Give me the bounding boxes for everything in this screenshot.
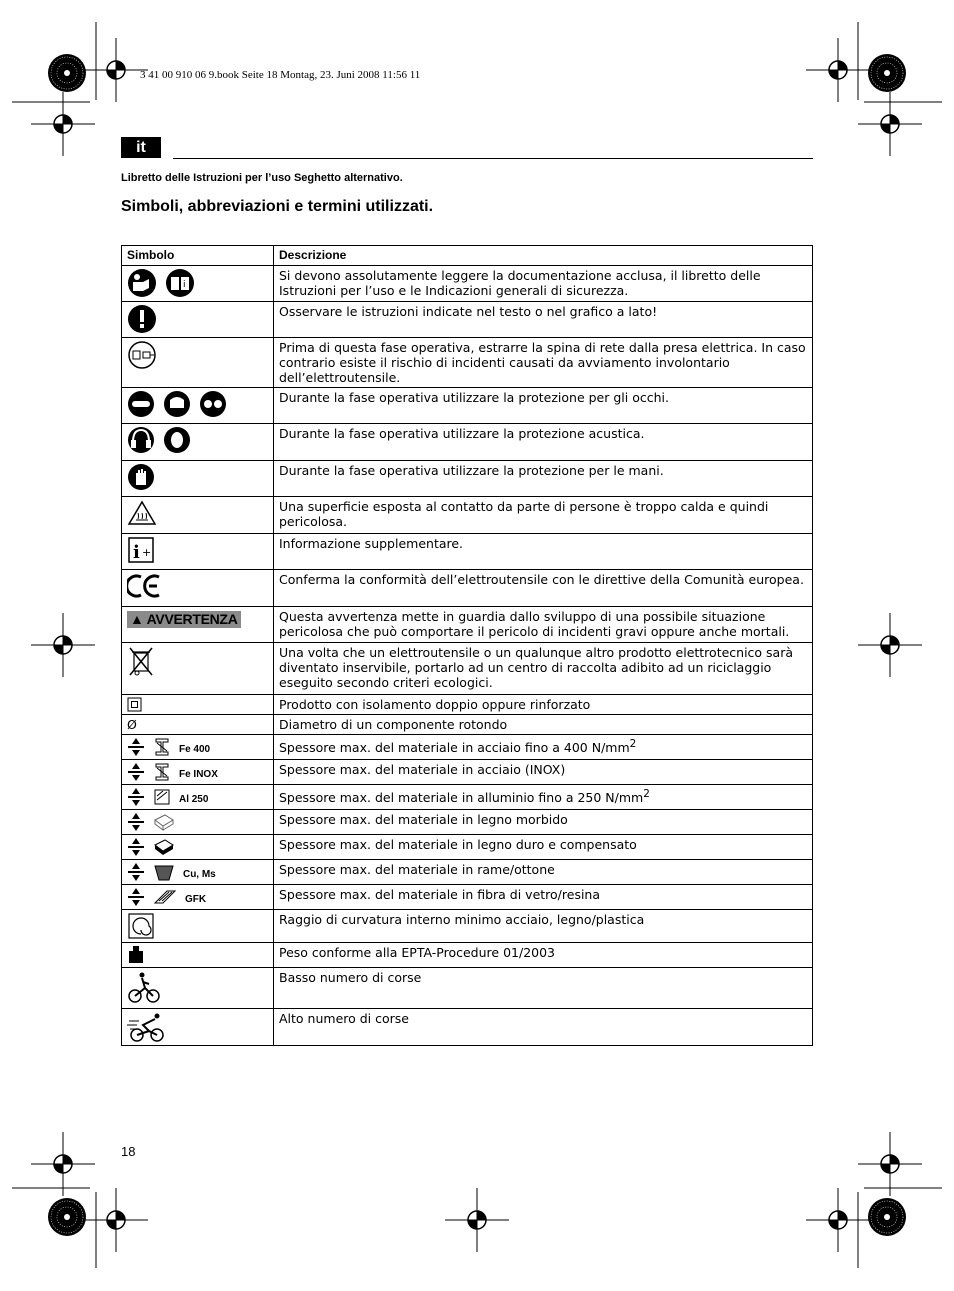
header-description: Descrizione (274, 246, 813, 266)
ce-mark-icon (127, 572, 163, 600)
safety-glasses-icon (199, 390, 227, 418)
steel-profile-icon (153, 762, 171, 782)
description-cell: Informazione supplementare. (274, 534, 813, 570)
table-row (122, 835, 813, 860)
thickness-icon (127, 887, 145, 907)
table-row (122, 338, 813, 388)
table-row (122, 643, 813, 695)
table-row (122, 388, 813, 424)
description-cell: Durante la fase operativa utilizzare la protezione per gli occhi. (274, 388, 813, 424)
material-label: GFK (184, 894, 207, 905)
print-header: 3 41 00 910 06 9.book Seite 18 Montag, 23. Juni 2008 11:56 11 (140, 69, 421, 81)
thickness-icon (127, 787, 145, 807)
table-row (122, 968, 813, 1009)
header-rule (173, 158, 813, 159)
material-label: Fe 400 (178, 744, 211, 755)
description-cell: Spessore max. del materiale in acciaio fino a 400 $N/mm^2$ (274, 735, 813, 760)
description-cell: Una superficie esposta al contatto da parte di persone è troppo calda e quindi pericolosa. (274, 497, 813, 534)
description-cell: Raggio di curvatura interno minimo acciaio, legno/plastica (274, 910, 813, 943)
softwood-icon (153, 812, 175, 832)
aluminium-profile-icon (153, 787, 171, 807)
thickness-icon (127, 737, 145, 757)
description-cell: Spessore max. del materiale in legno duro e compensato (274, 835, 813, 860)
language-tab: it (121, 137, 161, 158)
description-cell: Durante la fase operativa utilizzare la protezione acustica. (274, 424, 813, 461)
table-row (122, 910, 813, 943)
description-cell: Spessore max. del materiale in alluminio fino a 250 $N/mm^2$ (274, 785, 813, 810)
read-manual-person-icon (127, 268, 157, 298)
hardwood-icon (153, 837, 175, 857)
table-row (122, 695, 813, 715)
description-cell: Prima di questa fase operativa, estrarre la spina di rete dalla presa elettrica. In caso contrario esiste il rischio di incidenti causati da avviamento involontario dell’elettroutensile. (274, 338, 813, 388)
description-cell: Alto numero di corse (274, 1009, 813, 1046)
thickness-icon (127, 862, 145, 882)
description-cell: Questa avvertenza mette in guardia dallo sviluppo di una possibile situazione pericolosa che può comportare il pericolo di incidenti gravi oppure anche mortali. (274, 607, 813, 643)
table-row (122, 497, 813, 534)
description-cell: Durante la fase operativa utilizzare la protezione per le mani. (274, 461, 813, 497)
table-header-row (122, 246, 813, 266)
table-row (122, 534, 813, 570)
description-cell: Si devono assolutamente leggere la documentazione acclusa, il libretto delle Istruzioni per l’uso e le Indicazioni generali di sicurezza. (274, 266, 813, 302)
table-row (122, 860, 813, 885)
slow-cyclist-icon (127, 970, 161, 1004)
table-row (122, 424, 813, 461)
hot-surface-icon (127, 499, 157, 527)
table-row (122, 810, 813, 835)
svg-text:+: + (142, 546, 152, 559)
table-row (122, 715, 813, 735)
description-cell: Conferma la conformità dell’elettroutensile con le direttive della Comunità europea. (274, 570, 813, 607)
table-row (122, 1009, 813, 1046)
section-title: Simboli, abbreviazioni e termini utilizzati. (121, 198, 434, 215)
info-plus-icon (127, 536, 155, 564)
table-row (122, 302, 813, 338)
description-cell: Basso numero di corse (274, 968, 813, 1009)
warning-banner (127, 611, 241, 628)
page-number: 18 (121, 1144, 136, 1159)
double-insulation-icon (127, 697, 143, 712)
curve-radius-icon (127, 912, 155, 940)
description-cell: Osservare le istruzioni indicate nel testo o nel grafico a lato! (274, 302, 813, 338)
hearing-protection-icon (163, 426, 191, 454)
copper-profile-icon (153, 862, 175, 882)
thickness-icon (127, 837, 145, 857)
glove-icon (127, 463, 155, 491)
description-cell: Spessore max. del materiale in rame/ottone (274, 860, 813, 885)
warning-triangle-icon: ▲ (130, 611, 144, 627)
warning-label: AVVERTENZA (146, 611, 238, 627)
symbol-cell (122, 266, 274, 302)
description-cell: Prodotto con isolamento doppio oppure rinforzato (274, 695, 813, 715)
table-row (122, 461, 813, 497)
weee-bin-icon (127, 645, 155, 677)
svg-text:i: i (182, 280, 186, 290)
thickness-icon (127, 762, 145, 782)
fast-cyclist-icon (127, 1011, 167, 1043)
table-row (122, 607, 813, 643)
thickness-icon (127, 812, 145, 832)
description-cell: Spessore max. del materiale in acciaio (INOX) (274, 760, 813, 785)
material-label: Fe INOX (178, 769, 218, 780)
symbols-table (121, 245, 813, 1046)
goggles-icon (127, 390, 155, 418)
manual-subtitle: Libretto delle Istruzioni per l’uso Seghetto alternativo. (121, 172, 403, 184)
unplug-icon (127, 340, 157, 370)
weight-icon (127, 945, 147, 965)
table-row (122, 943, 813, 968)
book-icon (165, 268, 195, 298)
description-cell: Una volta che un elettroutensile o un qualunque altro prodotto elettrotecnico sarà diventato inservibile, portarlo ad un centro di raccolta adibito ad un riciclaggio eseguito secondo criteri ecologici. (274, 643, 813, 695)
table-row (122, 266, 813, 302)
material-label: Al 250 (178, 794, 209, 805)
ear-muffs-icon (127, 426, 155, 454)
fibreglass-icon (153, 887, 177, 907)
description-cell: Spessore max. del materiale in legno morbido (274, 810, 813, 835)
table-row (122, 785, 813, 810)
material-label: Cu, Ms (182, 869, 216, 880)
description-cell: Diametro di un componente rotondo (274, 715, 813, 735)
steel-profile-icon (153, 737, 171, 757)
table-row (122, 735, 813, 760)
table-row (122, 885, 813, 910)
table-row (122, 760, 813, 785)
face-shield-icon (163, 390, 191, 418)
exclamation-icon (127, 304, 157, 334)
description-cell: Peso conforme alla EPTA-Procedure 01/2003 (274, 943, 813, 968)
description-cell: Spessore max. del materiale in fibra di vetro/resina (274, 885, 813, 910)
svg-text:i: i (133, 542, 140, 563)
diameter-symbol: Ø (127, 717, 137, 732)
table-row (122, 570, 813, 607)
header-symbol: Simbolo (122, 246, 274, 266)
